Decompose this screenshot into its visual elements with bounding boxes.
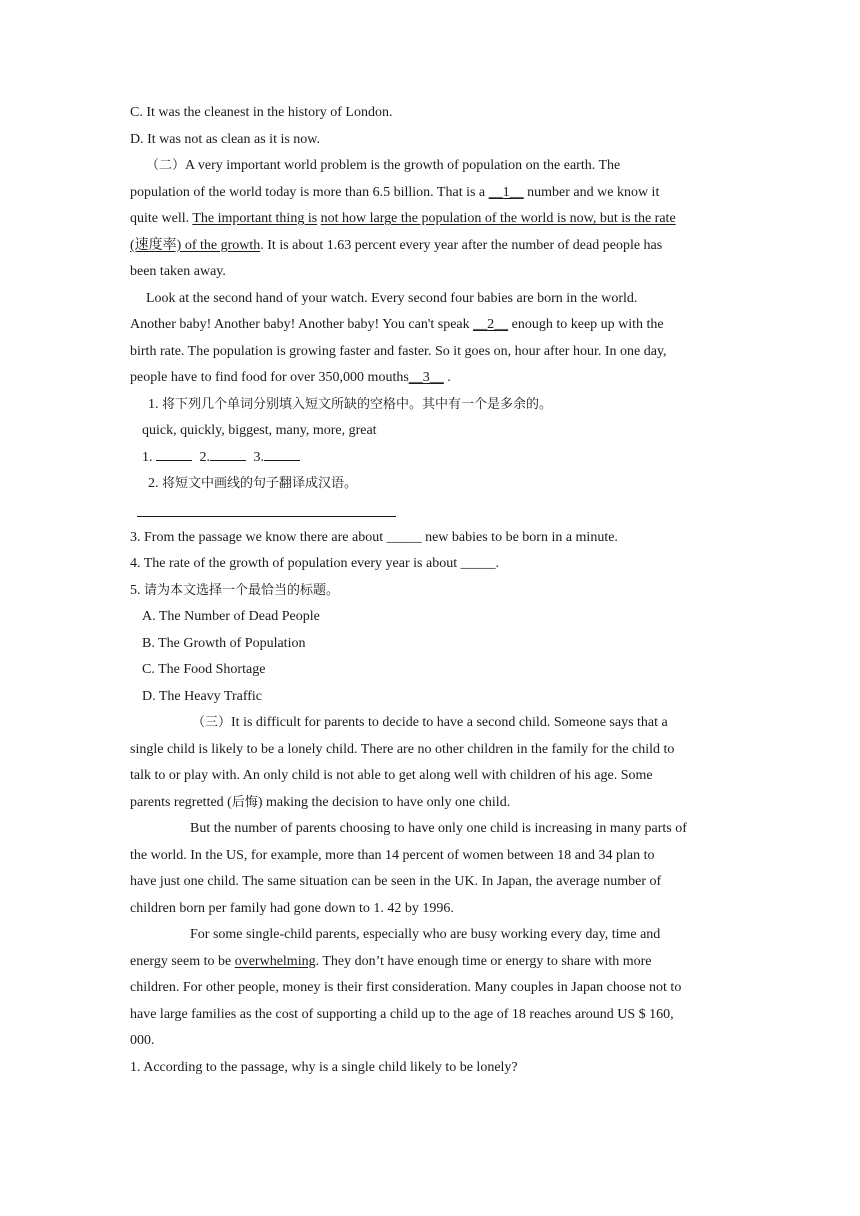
passage2-p2-line4: people have to find food for over 350,000 mouths__3__ . — [130, 370, 451, 385]
q5-option-a: A. The Number of Dead People — [142, 609, 320, 624]
answer-blank-2[interactable] — [210, 446, 246, 461]
passage3-p3-line3: children. For other people, money is their first consideration. Many couples in Japan choose not to — [130, 980, 682, 995]
passage3-p3-line4: have large families as the cost of supporting a child up to the age of 18 reaches around US $ 160, — [130, 1006, 674, 1022]
blank-1: __1__ — [488, 184, 524, 200]
document-content — [130, 100, 735, 1081]
passage2-line4: (速度率) of the growth. It is about 1.63 percent every year after the number of dead people has — [130, 237, 663, 253]
q5-option-b: B. The Growth of Population — [142, 635, 306, 651]
section-marker-3: （三） — [192, 715, 232, 730]
question-2-instruction: 2. 将短文中画线的句子翻译成汉语。 — [148, 476, 358, 491]
section-marker-2: （二） — [146, 158, 186, 173]
passage2-line3: quite well. The important thing is not how large the population of the world is now, but is the rate — [130, 211, 676, 226]
passage3-p3-line5: 000. — [130, 1033, 155, 1048]
option-d: D. It was not as clean as it is now. — [130, 131, 320, 147]
passage3-question-1: 1. According to the passage, why is a single child likely to be lonely? — [130, 1059, 518, 1075]
underlined-sentence-part3: (速度率) of the growth — [130, 237, 261, 253]
q5-option-d: D. The Heavy Traffic — [142, 688, 263, 704]
passage3-p2-line1: But the number of parents choosing to have only one child is increasing in many parts of — [190, 821, 687, 836]
underlined-sentence-part2: not how large the population of the world is now, but is the rate — [320, 211, 676, 226]
answer-blanks: 1. 2. 3. — [130, 445, 735, 472]
passage3-p2-line3: have just one child. The same situation can be seen in the UK. In Japan, the average number of — [130, 874, 662, 889]
passage2-p2-line1: Look at the second hand of your watch. Every second four babies are born in the world. — [146, 290, 638, 306]
passage3-line1: （三）It is difficult for parents to decide to have a second child. Someone says that a — [192, 715, 668, 730]
passage3-p2-line4: children born per family had gone down to 1. 42 by 1996. — [130, 900, 454, 916]
question-3: 3. From the passage we know there are about _____ new babies to be born in a minute. — [130, 529, 618, 545]
word-bank: quick, quickly, biggest, many, more, great — [142, 423, 377, 438]
underlined-word-overwhelming: overwhelming — [234, 953, 316, 969]
passage2-p2-line2: Another baby! Another baby! Another baby! You can't speak __2__ enough to keep up with the — [130, 317, 664, 332]
blank-3: __3__ — [408, 370, 444, 385]
passage3-line3: talk to or play with. An only child is not able to get along well with children of his age. Some — [130, 768, 653, 783]
passage2-p2-line3: birth rate. The population is growing faster and faster. So it goes on, hour after hour. In one day, — [130, 343, 667, 359]
q5-option-c: C. The Food Shortage — [142, 662, 266, 677]
question-1-instruction: 1. 将下列几个单词分别填入短文所缺的空格中。其中有一个是多余的。 — [148, 396, 553, 412]
answer-blank-3[interactable] — [264, 446, 300, 461]
passage2-line5: been taken away. — [130, 264, 226, 279]
passage3-p3-line2: energy seem to be overwhelming. They don’t have enough time or energy to share with more — [130, 953, 652, 969]
passage3-p3-line1: For some single-child parents, especially who are busy working every day, time and — [190, 927, 661, 942]
passage3-line2: single child is likely to be a lonely child. There are no other children in the family for the child to — [130, 741, 675, 757]
passage3-p2-line2: the world. In the US, for example, more than 14 percent of women between 18 and 34 plan to — [130, 847, 655, 863]
answer-blank-1[interactable] — [156, 446, 192, 461]
passage2-line2: population of the world today is more than 6.5 billion. That is a __1__ number and we know it — [130, 184, 660, 200]
passage2-line1 — [130, 153, 735, 180]
passage3-line4: parents regretted (后悔) making the decision to have only one child. — [130, 794, 511, 810]
underlined-sentence-part1: The important thing is — [192, 211, 318, 226]
translation-answer-line[interactable] — [137, 498, 396, 517]
blank-2: __2__ — [473, 317, 509, 332]
question-5: 5. 请为本文选择一个最恰当的标题。 — [130, 582, 340, 598]
question-4: 4. The rate of the growth of population every year is about _____. — [130, 556, 500, 571]
option-c: C. It was the cleanest in the history of London. — [130, 105, 393, 120]
passage2-text: A very important world problem is the growth of population on the earth. The — [185, 158, 621, 173]
